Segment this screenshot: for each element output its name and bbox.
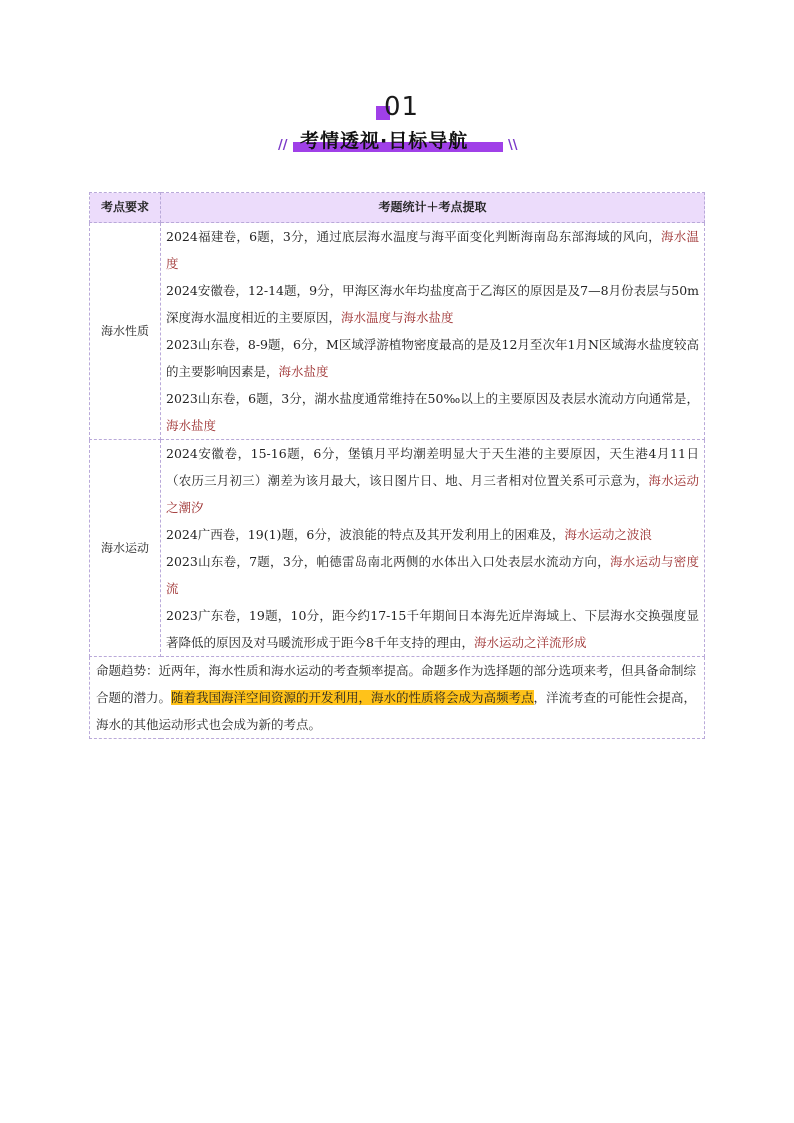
entry-text: 2024广西卷，19(1)题，6分，波浪能的特点及其开发利用上的困难及，	[166, 527, 565, 542]
entry	[166, 440, 699, 521]
trend-suffix: ，洋流考查的可能性会提高，海水的其他运动形式也会成为新的考点。	[96, 690, 697, 732]
entry-tag: 海水运动之洋流形成	[473, 635, 587, 650]
entry	[166, 521, 699, 548]
entry	[166, 223, 699, 277]
header-requirement: 考点要求	[90, 193, 161, 223]
table-header-row	[90, 193, 705, 223]
section-header	[0, 92, 794, 162]
entry-text: 2023山东卷，7题，3分，帕德雷岛南北两侧的水体出入口处表层水流动方向，	[166, 554, 610, 569]
entry-text: 2023山东卷，8-9题，6分，M区域浮游植物密度最高的是及12月至次年1月N区域海水盐度较高的主要影响因素是，	[166, 337, 699, 379]
entry	[166, 277, 699, 331]
entry-text: 2024福建卷，6题，3分，通过底层海水温度与海平面变化判断海南岛东部海域的风向，	[166, 229, 661, 244]
trend-row	[90, 657, 705, 739]
exam-analysis-table	[89, 192, 705, 739]
entry	[166, 548, 699, 602]
entry-text: 2024安徽卷，12-14题，9分，甲海区海水年均盐度高于乙海区的原因是及7—8月份表层与50m深度海水温度相近的主要原因，	[166, 283, 699, 325]
category-seawater-movement: 海水运动	[90, 440, 161, 657]
trend-highlight: 随着我国海洋空间资源的开发利用，海水的性质将会成为高频考点	[171, 690, 534, 705]
entry-tag: 海水运动与密度流	[166, 554, 699, 596]
right-slash-decoration: \\	[508, 138, 518, 153]
entries-cell	[161, 223, 705, 440]
header-statistics: 考题统计＋考点提取	[161, 193, 705, 223]
trend-prefix: 命题趋势：近两年，海水性质和海水运动的考查频率提高。命题多作为选择题的部分选项来考，但具备命制综合题的潜力。	[96, 663, 697, 705]
entry-tag: 海水运动之潮汐	[166, 473, 699, 515]
entry-tag: 海水温度	[166, 229, 699, 271]
section-number: 01	[384, 92, 420, 122]
entry-tag: 海水温度与海水盐度	[341, 310, 454, 325]
entry-tag: 海水运动之波浪	[564, 527, 652, 542]
section-title: 考情透视·目标导航	[300, 130, 469, 152]
entry-text: 2023广东卷，19题，10分，距今约17-15千年期间日本海先近岸海域上、下层海水交换强度显著降低的原因及对马暖流形成于距今8千年支持的理由，	[166, 608, 699, 650]
entry	[166, 331, 699, 385]
entry	[166, 602, 699, 656]
entry-text: 2024安徽卷，15-16题，6分，堡镇月平均潮差明显大于天生港的主要原因，天生港4月11日（农历三月初三）潮差为该月最大，该日图片日、地、月三者相对位置关系可示意为，	[166, 446, 699, 488]
entries-cell	[161, 440, 705, 657]
left-slash-decoration: //	[278, 138, 288, 153]
category-seawater-properties: 海水性质	[90, 223, 161, 440]
table-row	[90, 223, 705, 440]
entry-text: 2023山东卷，6题，3分，湖水盐度通常维持在50‰以上的主要原因及表层水流动方向通常是，	[166, 391, 699, 406]
entry-tag: 海水盐度	[166, 418, 217, 433]
table-row	[90, 440, 705, 657]
trend-cell	[90, 657, 705, 739]
entry	[166, 385, 699, 439]
entry-tag: 海水盐度	[278, 364, 329, 379]
